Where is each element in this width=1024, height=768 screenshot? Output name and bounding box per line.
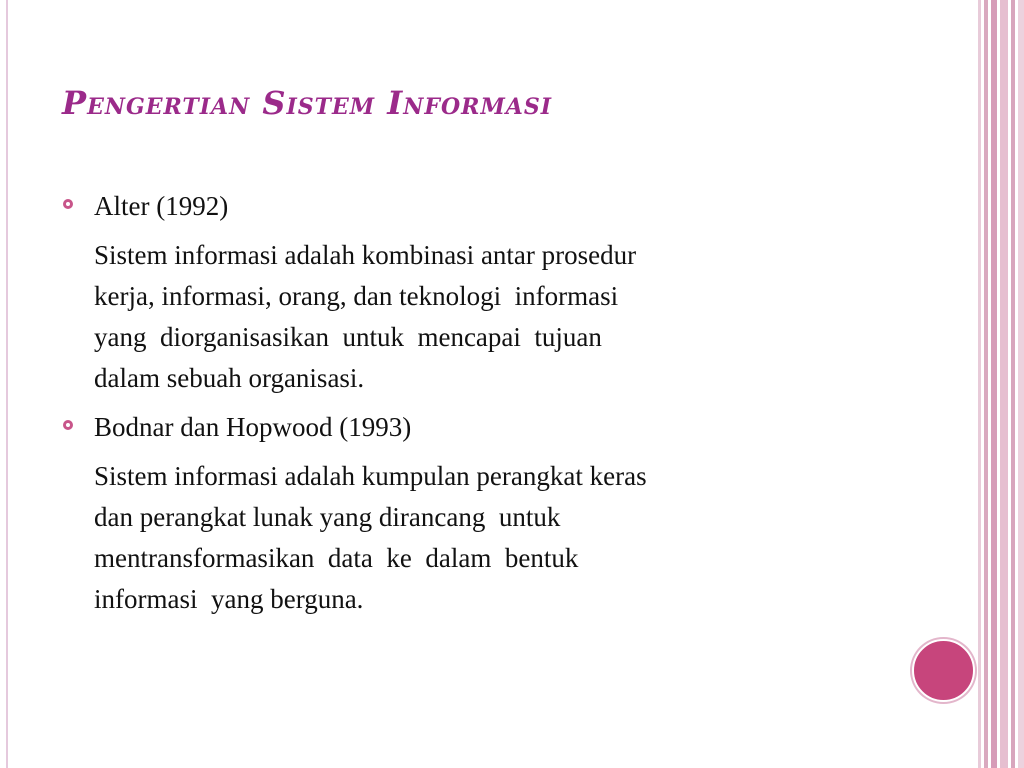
slide-title: Pengertian Sistem Informasi xyxy=(62,84,553,122)
slide-content xyxy=(62,186,862,628)
decor-stripe xyxy=(1000,0,1008,768)
paragraph-line: Sistem informasi adalah kumpulan perangkat keras xyxy=(94,461,647,491)
paragraph-line: mentransformasikan data ke dalam bentuk xyxy=(94,543,579,573)
definition-paragraph xyxy=(94,448,862,628)
bullet-heading: Alter (1992) xyxy=(94,191,229,221)
decor-stripe xyxy=(1011,0,1015,768)
ring-bullet-icon xyxy=(63,420,73,430)
decor-stripe xyxy=(984,0,988,768)
paragraph-line: yang diorganisasikan untuk mencapai tujuan xyxy=(94,322,602,352)
paragraph-line: dan perangkat lunak yang dirancang untuk xyxy=(94,502,561,532)
bullet-item-alter xyxy=(62,186,862,407)
bullet-heading: Bodnar dan Hopwood (1993) xyxy=(94,412,412,442)
left-border-rule xyxy=(6,0,8,768)
definition-paragraph xyxy=(94,227,862,407)
decor-stripe xyxy=(991,0,997,768)
decor-stripe xyxy=(978,0,981,768)
paragraph-line: informasi yang berguna. xyxy=(94,584,364,614)
bullet-item-bodnar xyxy=(62,407,862,628)
paragraph-line: kerja, informasi, orang, dan teknologi informasi xyxy=(94,281,619,311)
paragraph-line: dalam sebuah organisasi. xyxy=(94,363,365,393)
paragraph-line: Sistem informasi adalah kombinasi antar prosedur xyxy=(94,240,637,270)
decor-stripe xyxy=(1018,0,1024,768)
decor-circle xyxy=(912,639,975,702)
ring-bullet-icon xyxy=(63,199,73,209)
